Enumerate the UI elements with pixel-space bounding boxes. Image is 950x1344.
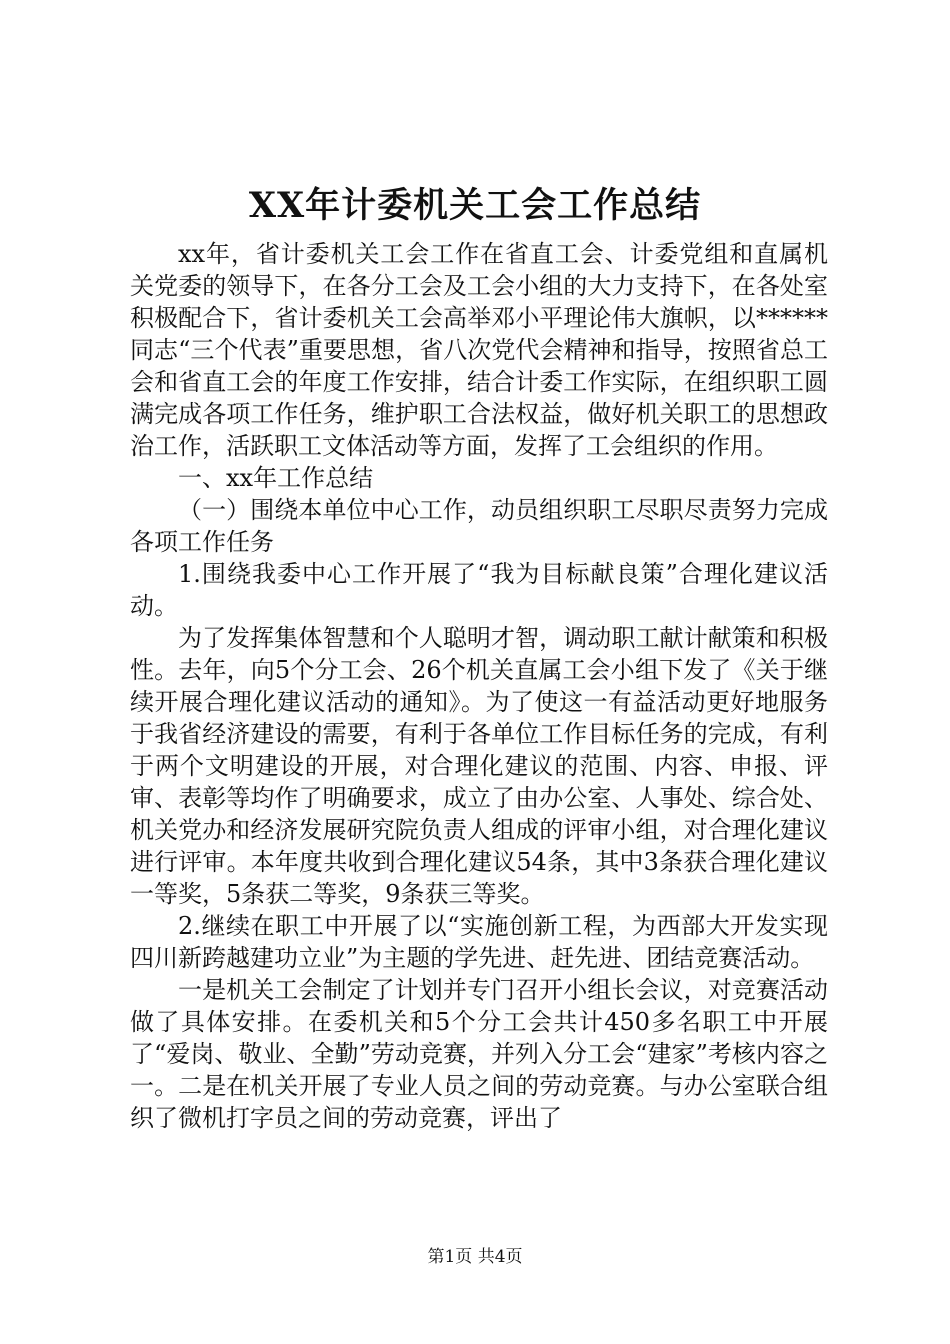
subsection-heading: （一）围绕本单位中心工作，动员组织职工尽职尽责努力完成各项工作任务 — [130, 496, 828, 556]
paragraph-item-1: 为了发挥集体智慧和个人聪明才智，调动职工献计献策和积极性。去年，向5个分工会、26个机关直属工会小组下发了《关于继续开展合理化建议活动的通知》。为了使这一有益活动更好地服务于我省经济建设的需要，有利于各单位工作目标任务的完成，有利于两个文明建设的开展，对合理化建议的范围、内容、申报、评审、表彰等均作了明确要求，成立了由办公室、人事处、综合处、机关党办和经济发展研究院负责人组成的评审小组，对合理化建议进行评审。本年度共收到合理化建议54条，其中3条获合理化建议一等奖，5条获二等奖，9条获三等奖。 — [130, 624, 828, 908]
paragraph-item-2: 一是机关工会制定了计划并专门召开小组长会议，对竞赛活动做了具体安排。在委机关和5个分工会共计450多名职工中开展了“爱岗、敬业、全勤”劳动竞赛，并列入分工会“建家”考核内容之一。二是在机关开展了专业人员之间的劳动竞赛。与办公室联合组织了微机打字员之间的劳动竞赛，评出了 — [130, 976, 828, 1132]
paragraph-intro: xx年，省计委机关工会工作在省直工会、计委党组和直属机关党委的领导下，在各分工会及工会小组的大力支持下，在各处室积极配合下，省计委机关工会高举邓小平理论伟大旗帜，以******同志“三个代表”重要思想，省八次党代会精神和指导，按照省总工会和省直工会的年度工作安排，结合计委工作实际，在组织职工圆满完成各项工作任务，维护职工合法权益，做好机关职工的思想政治工作，活跃职工文体活动等方面，发挥了工会组织的作用。 — [130, 240, 828, 460]
document-title: XX年计委机关工会工作总结 — [248, 185, 702, 226]
section-heading: 一、xx年工作总结 — [178, 464, 374, 492]
item-heading-2: 2.继续在职工中开展了以“实施创新工程，为西部大开发实现四川新跨越建功立业”为主题的学先进、赶先进、团结竞赛活动。 — [130, 912, 828, 972]
page-footer: 第1页 共4页 — [427, 1247, 523, 1267]
document-body — [130, 238, 828, 1134]
item-heading-1: 1.围绕我委中心工作开展了“我为目标献良策”合理化建议活动。 — [130, 560, 828, 620]
